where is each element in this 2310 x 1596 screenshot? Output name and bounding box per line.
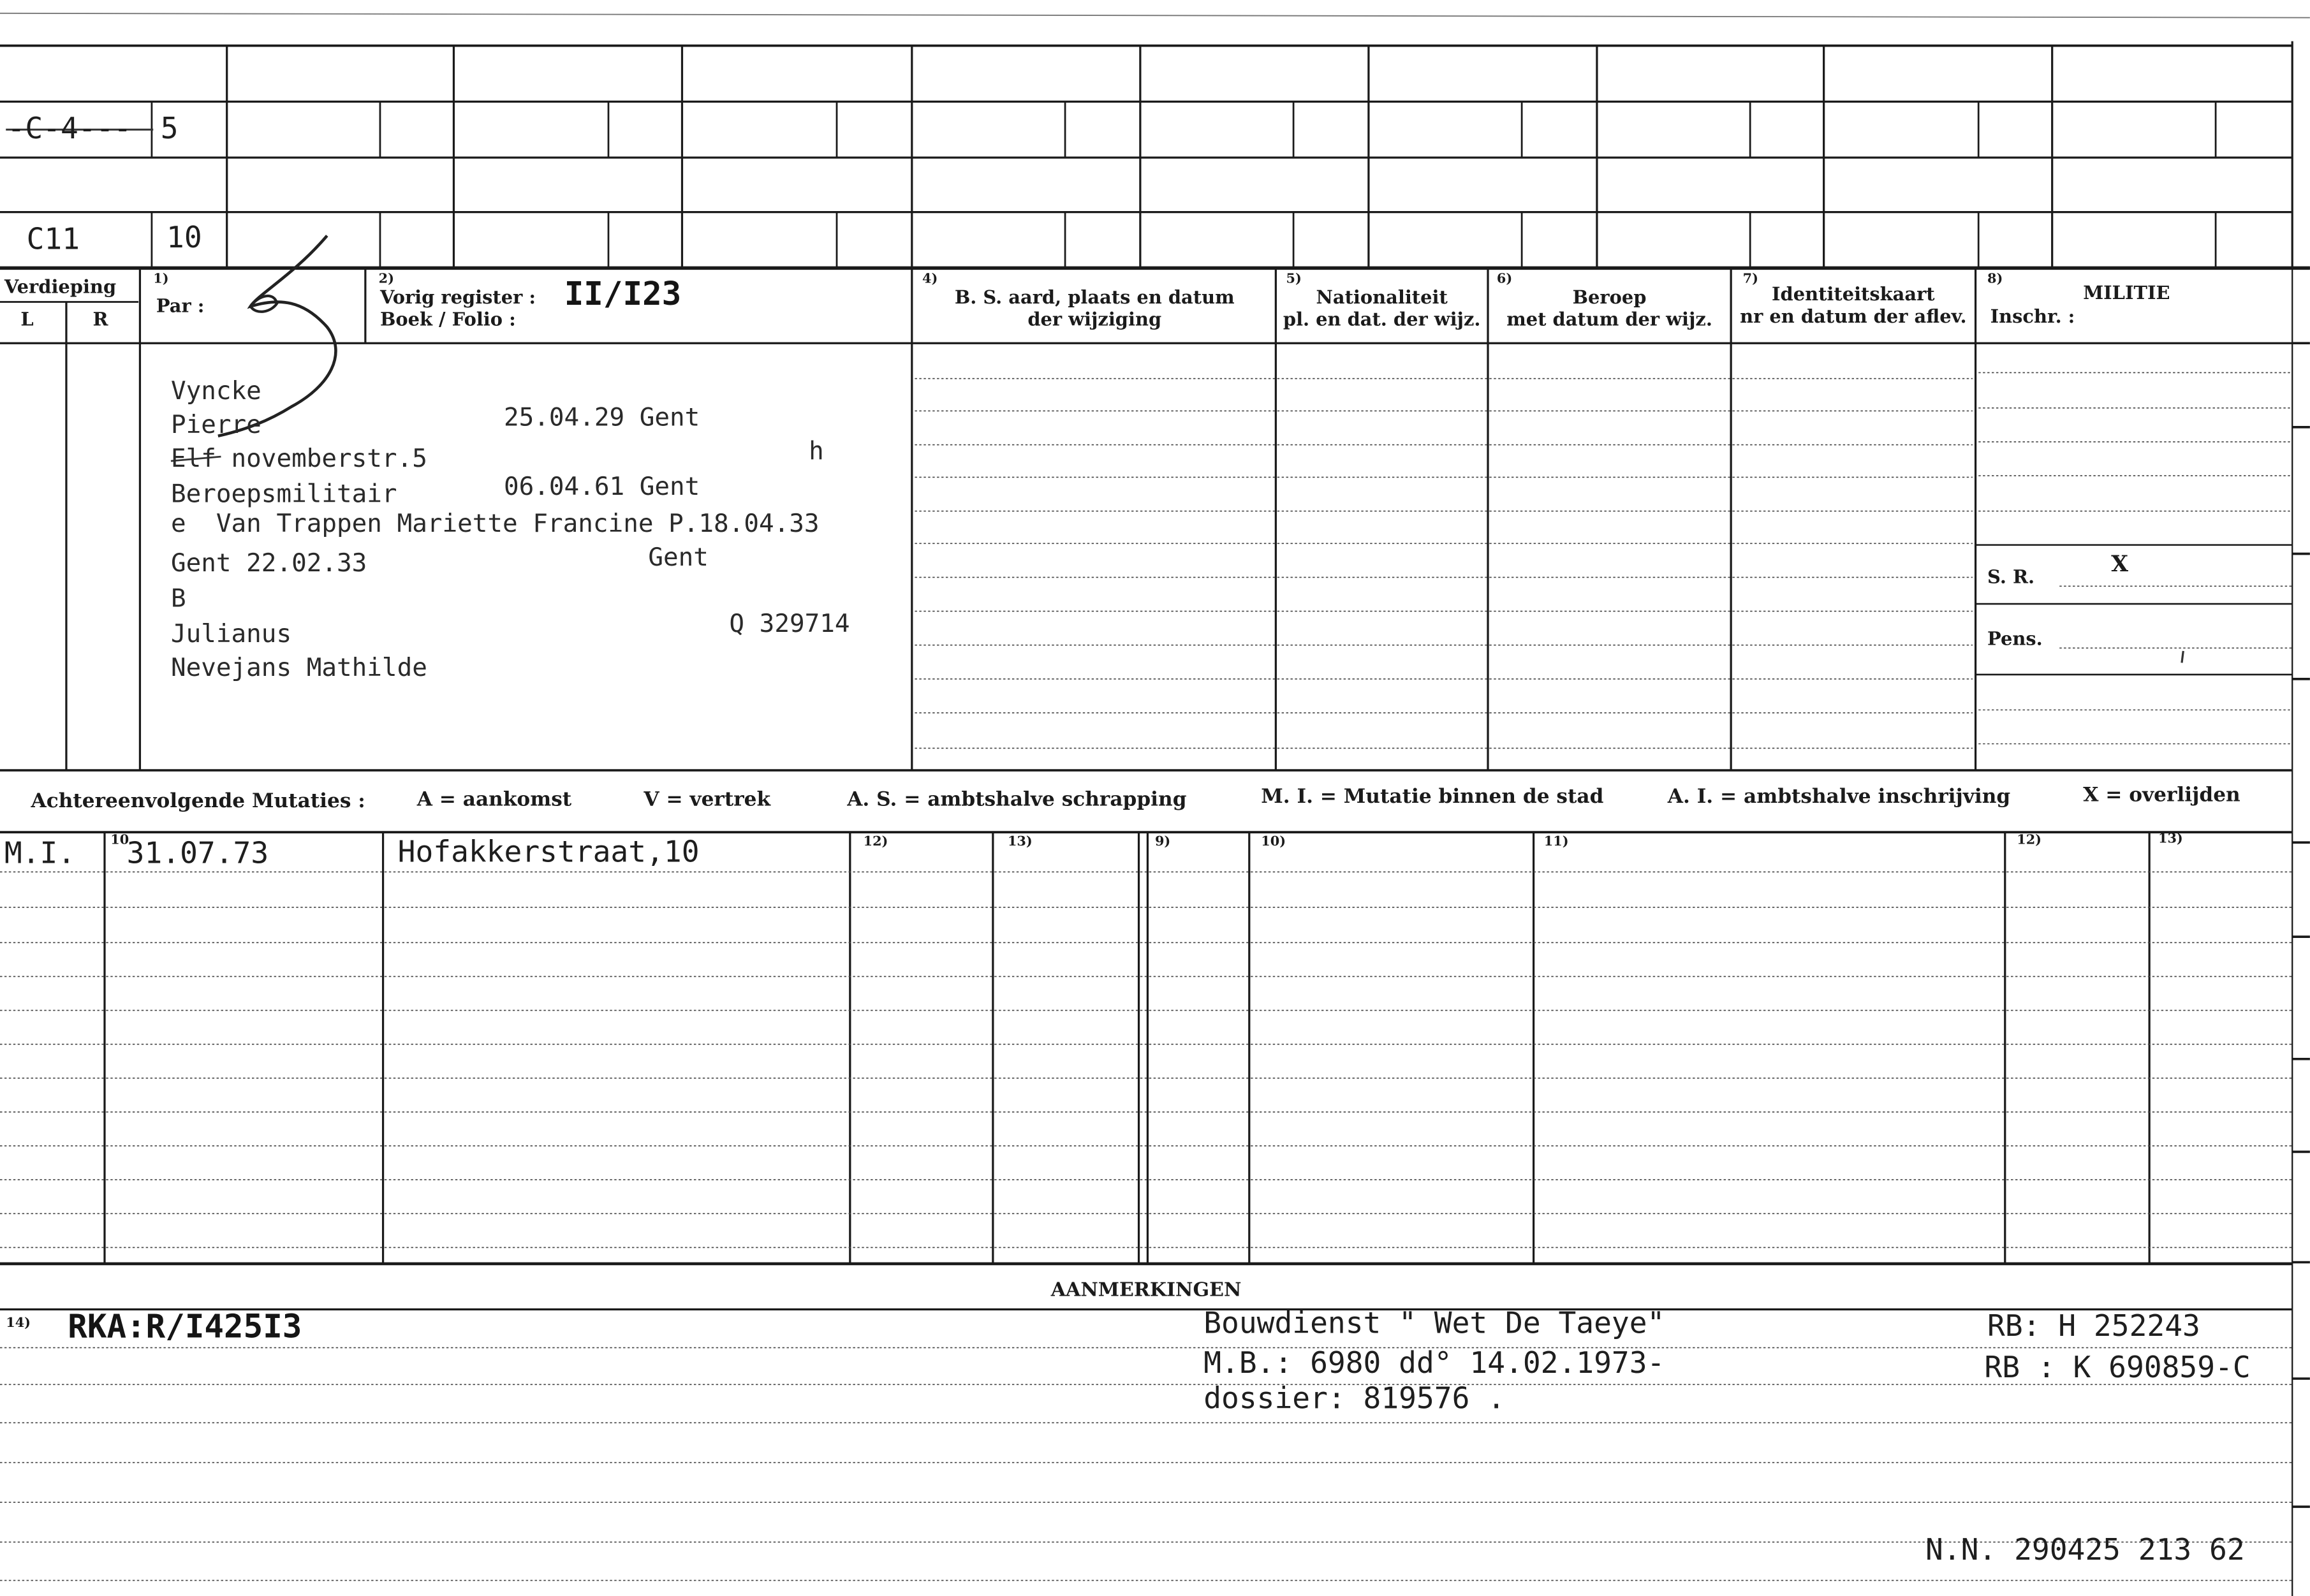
person-father: Julianus <box>170 620 292 650</box>
legend-schrapping: A. S. = ambtshalve schrapping <box>847 787 1187 812</box>
top-code-left: -C-4--- <box>7 110 132 146</box>
par-label: Par : <box>156 294 205 317</box>
inschr-label: Inschr. : <box>1990 305 2075 327</box>
mutation-field-9: 9) <box>1154 835 1171 850</box>
section-number: 10 <box>166 219 202 255</box>
remarks-line-2: M.B.: 6980 dd° 14.02.1973- <box>1203 1344 1665 1380</box>
remarks-title: AANMERKINGEN <box>1050 1280 1242 1302</box>
identiteitskaart-header-2: nr en datum der aflev. <box>1740 305 1967 327</box>
mutation-date: 31.07.73 <box>126 835 269 871</box>
legend-overlijden: X = overlijden <box>2083 783 2240 807</box>
verdieping-label: Verdieping <box>4 275 117 298</box>
legend-aankomst: A = aankomst <box>416 787 572 812</box>
verdieping-r: R <box>92 307 108 330</box>
identiteitskaart-header-1: Identiteitskaart <box>1772 282 1935 305</box>
boek-folio-label: Boek / Folio : <box>379 307 516 330</box>
mutation-field-11: 11) <box>1543 835 1569 850</box>
person-marriage-place: Gent <box>648 543 709 573</box>
person-profession: Beroepsmilitair <box>170 480 397 510</box>
field-number-5: 5) <box>1286 272 1302 288</box>
field-number-7: 7) <box>1742 272 1758 288</box>
remarks-rb-1: RB: H 252243 <box>1987 1308 2200 1343</box>
legend-title: Achtereenvolgende Mutaties : <box>31 789 365 814</box>
person-surname: Vyncke <box>170 377 261 407</box>
nationaliteit-header-2: pl. en dat. der wijz. <box>1283 307 1481 330</box>
person-spouse: e Van Trappen Mariette Francine P.18.04.33 <box>170 509 820 539</box>
remarks-line-3: dossier: 819576 . <box>1203 1380 1506 1416</box>
bs-header-1: B. S. aard, plaats en datum <box>954 286 1235 308</box>
bs-header-2: der wijziging <box>1027 307 1162 330</box>
vorig-register-value: II/I23 <box>564 277 682 314</box>
mutation-field-12b: 12) <box>2017 833 2042 849</box>
person-code: B <box>170 585 186 615</box>
pens-label: Pens. <box>1987 627 2043 650</box>
person-birth: 25.04.29 Gent <box>503 403 700 434</box>
sr-label: S. R. <box>1987 566 2035 588</box>
person-marriage: Gent 22.02.33 <box>170 549 367 579</box>
person-firstname: Pierre <box>170 411 261 441</box>
verdieping-l: L <box>20 307 34 330</box>
mutation-street: Hofakkerstraat,10 <box>397 833 700 869</box>
profession-date: 06.04.61 Gent <box>503 472 700 502</box>
remarks-field-14: 14) <box>6 1317 31 1332</box>
address-mark: h <box>809 437 824 467</box>
vorig-register-label: Vorig register : <box>379 286 536 308</box>
top-code-right: 5 <box>160 110 179 146</box>
remarks-rb-2: RB : K 690859-C <box>1984 1349 2251 1385</box>
remarks-nn: N.N. 290425 213 62 <box>1925 1532 2245 1567</box>
mutation-field-10: 10 <box>110 833 129 849</box>
field-number-2: 2) <box>378 272 394 288</box>
person-mother: Nevejans Mathilde <box>170 654 427 684</box>
militie-header: MILITIE <box>2083 281 2170 304</box>
remarks-line-1: Bouwdienst " Wet De Taeye" <box>1203 1305 1665 1341</box>
field-number-1: 1) <box>153 272 169 288</box>
mutation-field-13: 13) <box>1007 835 1033 850</box>
legend-vertrek: V = vertrek <box>644 787 771 812</box>
person-id-number: Q 329714 <box>729 610 850 640</box>
legend-mutatie: M. I. = Mutatie binnen de stad <box>1261 785 1604 809</box>
field-number-4: 4) <box>922 272 938 288</box>
mutation-field-10b: 10) <box>1261 835 1286 850</box>
mutation-field-13b: 13) <box>2158 832 2183 847</box>
nationaliteit-header-1: Nationaliteit <box>1316 286 1448 308</box>
sr-value: X <box>2111 550 2128 578</box>
legend-inschrijving: A. I. = ambtshalve inschrijving <box>1667 785 2011 809</box>
mutation-field-12: 12) <box>863 835 888 850</box>
beroep-header-2: met datum der wijz. <box>1506 307 1712 330</box>
field-number-8: 8) <box>1987 272 2003 288</box>
beroep-header-1: Beroep <box>1572 286 1647 308</box>
mutation-type: M.I. <box>4 835 76 871</box>
section-code: C11 <box>26 221 80 256</box>
field-number-6: 6) <box>1496 272 1513 288</box>
person-address: Elf novemberstr.5 <box>170 444 427 474</box>
remarks-rka: RKA:R/I425I3 <box>68 1309 302 1347</box>
